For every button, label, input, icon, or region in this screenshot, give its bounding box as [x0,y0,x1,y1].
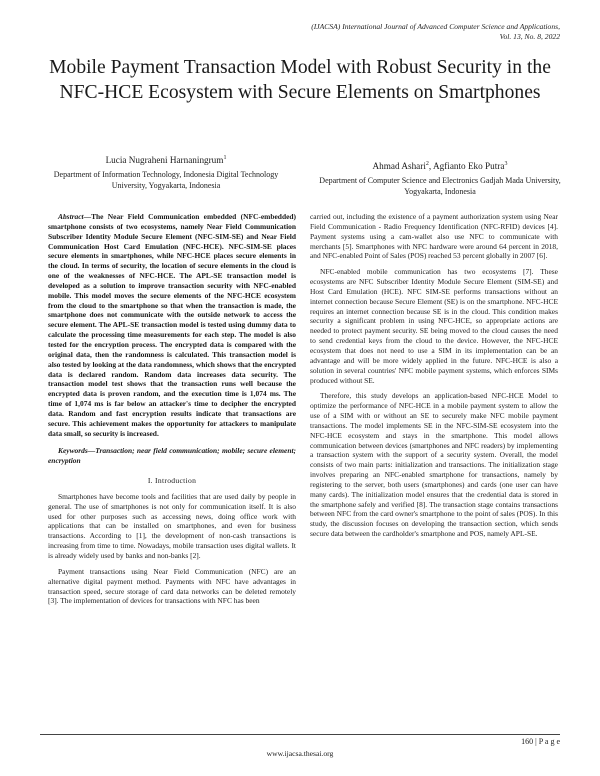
footer-divider [40,734,560,735]
body-paragraph: Therefore, this study develops an application-based NFC-HCE Model to optimize the performance of NFC-HCE in a mobile payment system to allow the use of a SIM with or without an SE to securely make NFC mobile payment transactions. The model implements SE in the NFC-SIM-SE ecosystem into the NFC-HCE ecosystem and stays in the smartphone. This model allows communication between devices (smartphones and NFC readers) by implementing a transaction system with the support of a security system. Overall, the model consists of two main parts: initialization and transactions. The initialization stage involves preparing an NFC-enabled smartphone for transactions, namely by registering to the server, both users (smartphones) and cards (one user can have many cards). The initialization model ensures that the credential data is stored in the smartphone safely and verified [8]. The transaction stage contains transactions between NFC from the card owner's smartphone to the point of sales (POS). In this study, the discussion focuses on developing the transaction section, which sends secure data between the cardholder's smartphone and POS, namely APL-SE. [310,391,558,539]
author-sup: 2 [425,161,429,167]
body-paragraph: NFC-enabled mobile communication has two ecosystems [7]. These ecosystems are NFC Subscriber Identity Module Secure Element (SIM-SE) and Host Card Emulation (HCE). NFC SIM-SE performs transactions without an internet connection because Secure Element (SE) is on the smartphone. NFC-HCE requires an internet connection because SE is in the cloud. This condition makes security a significant problem in using NFC-HCE, so appropriate actions are needed to protect payment security. SE being moved to the cloud causes the need to send credential keys from the cloud to the device. However, the NFC-HCE ecosystem that does not need to use a SIM in its implementation can be an advantage and will be more widely applied in the future. NFC-HCE is also a solution in several countries' NFC mobile payment systems, which enforces SIMs produced without SE. [310,267,558,385]
author-affiliation: Department of Computer Science and Electronics Gadjah Mada University, Yogyakarta, Indonesia [319,176,561,196]
author-affiliation: Department of Information Technology, Indonesia Digital Technology University, Yogyakarta, Indonesia [53,170,279,190]
abstract [48,212,296,438]
footer-url: www.ijacsa.thesai.org [266,749,334,758]
journal-volume: Vol. 13, No. 8, 2022 [499,32,560,41]
author-name: Ahmad Ashari [372,161,426,172]
author-sup: 1 [223,155,227,161]
abstract-text: —The Near Field Communication embedded (NFC-embedded) smartphone consists of two ecosystems, namely Near Field Communication Subscriber Identity Module Secure Element (NFC-SIM-SE) and Near Field Communication Host Card Emulation (NFC-HCE). NFC-SIM-SE places secure elements in smartphones, while NFC-HCE places secure elements in the cloud. In terms of security, the location of secure elements in the cloud is one of the weaknesses of NFC-HCE. The APL-SE transaction model is developed as a solution to improve transaction security with NFC-enabled mobile. This model moves the secure elements of the NFC-HCE ecosystem from the cloud to the smartphone so that when the transaction is made, the smartphone does not communicate with the outside network to access the secure element. The APL-SE transaction model is tested using dummy data to calculate the processing time measurements for each step. The model is also tested for the encryption process. The encrypted data is compared with the original data, then the randomness is calculated. This transaction model is also tested by looking at the data randomness, which shows that the encrypted data is declared random. Random data increases data security. The transaction model test shows that the transaction runs well because the encrypted data is proven random, and the execution time is 1,074 ms. The time of 1,074 ms is far below an attacker's time to decipher the encrypted data. Random and fast encryption results indicate that transactions are secure. This achievement makes the opportunity for attackers to manipulate data small, so security is increased. [48,212,296,438]
journal-name: (IJACSA) International Journal of Advanced Computer Science and Applications, [311,22,560,31]
abstract-lead: Abstract [58,212,84,221]
journal-header [200,22,560,42]
right-column [310,212,558,545]
author-block-2 [316,158,564,197]
author-name-line [44,152,288,167]
paper-title: Mobile Payment Transaction Model with Robust Security in the NFC-HCE Ecosystem with Secure Elements on Smartphones [49,57,551,103]
body-paragraph: Smartphones have become tools and facilities that are used daily by people in general. The use of smartphones is not only for communication itself. It is also used for other purposes such as accessing news, doing office work with applications that can be installed on smartphones, and even for business transactions. According to [1], the development of non-cash transactions is increasing from time to time. Nowadays, mobile transaction uses digital wallets. It is already widely used by banks and non-banks [2]. [48,491,296,560]
left-column [48,212,296,612]
body-paragraph: Payment transactions using Near Field Communication (NFC) are an alternative digital payment method. Payments with NFC have advantages in transaction speed, secure storage of card data networks can be deleted remotely [3]. The implementation of devices for transactions with NFC has been [48,566,296,606]
author-name: Lucia Nugraheni Harnaningrum [105,155,224,166]
author-sup: 3 [504,161,508,167]
author-separator: , [428,161,433,172]
body-paragraph: carried out, including the existence of a payment authorization system using Near Field Communication - Radio Frequency Identification (NFC-RFID) devices [4]. Payment systems using a cam-wallet also use NFC to communicate with merchants [5]. Smartphones with NFC hardware were around 64 percent in 2018, and NFC-enabled Point of Sales (POS) reached 53 percent globally in 2007 [6]. [310,212,558,261]
keywords: Keywords—Transaction; near field communication; mobile; secure element; encryption [48,446,296,466]
author-name-line [316,158,564,173]
section-heading: I. Introduction [147,476,197,486]
page-number: 160 | P a g e [521,737,560,746]
author-block-1 [44,152,288,191]
author-name: Agfianto Eko Putra [432,161,505,172]
